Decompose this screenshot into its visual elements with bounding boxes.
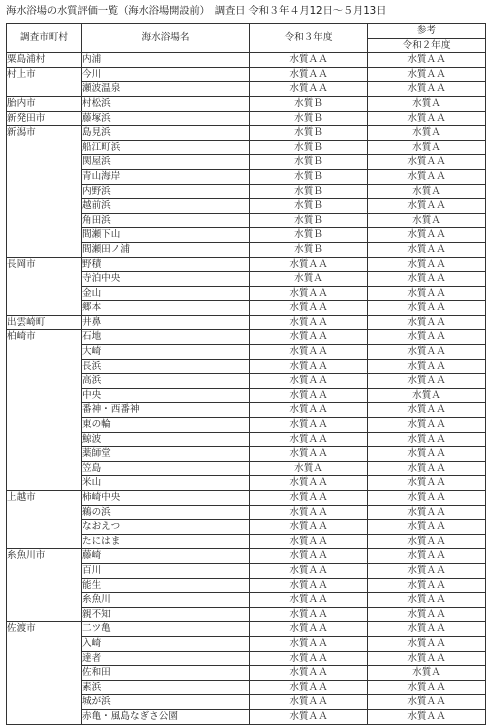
table-row	[7, 257, 486, 272]
r3-quality-cell: 水質ＡＡ	[250, 593, 368, 608]
table-row	[7, 330, 486, 345]
beach-name-cell: 島見浜	[82, 126, 250, 141]
beach-name-cell: なおえつ	[82, 520, 250, 535]
r3-quality-cell: 水質ＡＡ	[250, 403, 368, 418]
beach-name-cell: 鵜の浜	[82, 505, 250, 520]
r3-quality-cell: 水質Ｂ	[250, 242, 368, 257]
beach-name-cell: 東の輪	[82, 418, 250, 433]
r2-quality-cell: 水質ＡＡ	[368, 272, 486, 287]
r3-quality-cell: 水質Ｂ	[250, 126, 368, 141]
beach-name-cell: 藤塚浜	[82, 111, 250, 126]
beach-name-cell: 百川	[82, 563, 250, 578]
r3-quality-cell: 水質ＡＡ	[250, 345, 368, 360]
r2-quality-cell: 水質ＡＡ	[368, 680, 486, 695]
r2-quality-cell: 水質ＡＡ	[368, 359, 486, 374]
r3-quality-cell: 水質ＡＡ	[250, 695, 368, 710]
r2-quality-cell: 水質Ａ	[368, 140, 486, 155]
city-cell: 出雲崎町	[7, 315, 82, 330]
city-cell: 長岡市	[7, 257, 82, 315]
beach-name-cell: 内浦	[82, 53, 250, 68]
beach-name-cell: 薬師堂	[82, 447, 250, 462]
header-beach: 海水浴場名	[82, 24, 250, 53]
beach-name-cell: 中央	[82, 388, 250, 403]
beach-name-cell: 間瀬下山	[82, 228, 250, 243]
city-cell: 糸魚川市	[7, 549, 82, 622]
r2-quality-cell: 水質ＡＡ	[368, 505, 486, 520]
r2-quality-cell: 水質ＡＡ	[368, 286, 486, 301]
city-cell: 粟島浦村	[7, 53, 82, 68]
r3-quality-cell: 水質ＡＡ	[250, 709, 368, 724]
r2-quality-cell: 水質ＡＡ	[368, 563, 486, 578]
r3-quality-cell: 水質Ａ	[250, 272, 368, 287]
r2-quality-cell: 水質ＡＡ	[368, 67, 486, 82]
water-quality-table	[6, 23, 486, 725]
r3-quality-cell: 水質ＡＡ	[250, 563, 368, 578]
r2-quality-cell: 水質ＡＡ	[368, 418, 486, 433]
beach-name-cell: 米山	[82, 476, 250, 491]
r3-quality-cell: 水質ＡＡ	[250, 491, 368, 506]
beach-name-cell: 瀬波温泉	[82, 82, 250, 97]
beach-name-cell: たにはま	[82, 534, 250, 549]
r3-quality-cell: 水質ＡＡ	[250, 388, 368, 403]
beach-name-cell: 二ツ亀	[82, 622, 250, 637]
r3-quality-cell: 水質ＡＡ	[250, 636, 368, 651]
beach-name-cell: 越前浜	[82, 199, 250, 214]
beach-name-cell: 村松浜	[82, 96, 250, 111]
r3-quality-cell: 水質Ｂ	[250, 169, 368, 184]
r2-quality-cell: 水質Ａ	[368, 184, 486, 199]
header-r3: 令和３年度	[250, 24, 368, 53]
beach-name-cell: 柿崎中央	[82, 491, 250, 506]
beach-name-cell: 郷本	[82, 301, 250, 316]
city-cell: 村上市	[7, 67, 82, 96]
r2-quality-cell: 水質ＡＡ	[368, 607, 486, 622]
r2-quality-cell: 水質ＡＡ	[368, 257, 486, 272]
r2-quality-cell: 水質ＡＡ	[368, 476, 486, 491]
r3-quality-cell: 水質ＡＡ	[250, 607, 368, 622]
table-body	[7, 53, 486, 724]
r2-quality-cell: 水質ＡＡ	[368, 447, 486, 462]
header-reference: 参考	[368, 24, 486, 39]
beach-name-cell: 能生	[82, 578, 250, 593]
r3-quality-cell: 水質Ｂ	[250, 213, 368, 228]
r3-quality-cell: 水質ＡＡ	[250, 301, 368, 316]
city-cell: 佐渡市	[7, 622, 82, 724]
beach-name-cell: 長浜	[82, 359, 250, 374]
beach-name-cell: 赤亀・風島なぎさ公園	[82, 709, 250, 724]
r2-quality-cell: 水質ＡＡ	[368, 695, 486, 710]
r2-quality-cell: 水質ＡＡ	[368, 199, 486, 214]
r2-quality-cell: 水質ＡＡ	[368, 111, 486, 126]
table-row	[7, 491, 486, 506]
r3-quality-cell: 水質ＡＡ	[250, 549, 368, 564]
r2-quality-cell: 水質Ａ	[368, 126, 486, 141]
city-cell: 上越市	[7, 491, 82, 549]
r2-quality-cell: 水質ＡＡ	[368, 374, 486, 389]
document-title: 海水浴場の水質評価一覧（海水浴場開設前） 調査日 令和３年４月12日～５月13日	[6, 5, 387, 17]
r2-quality-cell: 水質ＡＡ	[368, 636, 486, 651]
beach-name-cell: 達者	[82, 651, 250, 666]
r3-quality-cell: 水質ＡＡ	[250, 359, 368, 374]
r3-quality-cell: 水質ＡＡ	[250, 622, 368, 637]
header-r2: 令和２年度	[368, 38, 486, 53]
beach-name-cell: 野積	[82, 257, 250, 272]
r3-quality-cell: 水質ＡＡ	[250, 53, 368, 68]
beach-name-cell: 間瀬田ノ浦	[82, 242, 250, 257]
r3-quality-cell: 水質Ｂ	[250, 199, 368, 214]
header-city: 調査市町村	[7, 24, 82, 53]
r3-quality-cell: 水質Ｂ	[250, 96, 368, 111]
beach-name-cell: 鯨波	[82, 432, 250, 447]
r2-quality-cell: 水質ＡＡ	[368, 534, 486, 549]
r2-quality-cell: 水質Ａ	[368, 666, 486, 681]
r2-quality-cell: 水質ＡＡ	[368, 651, 486, 666]
r2-quality-cell: 水質ＡＡ	[368, 53, 486, 68]
beach-name-cell: 番神・西番神	[82, 403, 250, 418]
r2-quality-cell: 水質ＡＡ	[368, 403, 486, 418]
r2-quality-cell: 水質ＡＡ	[368, 461, 486, 476]
r3-quality-cell: 水質ＡＡ	[250, 286, 368, 301]
r3-quality-cell: 水質ＡＡ	[250, 374, 368, 389]
r3-quality-cell: 水質Ｂ	[250, 155, 368, 170]
city-cell: 胎内市	[7, 96, 82, 111]
r2-quality-cell: 水質ＡＡ	[368, 549, 486, 564]
r3-quality-cell: 水質Ｂ	[250, 184, 368, 199]
r2-quality-cell: 水質ＡＡ	[368, 315, 486, 330]
beach-name-cell: 素浜	[82, 680, 250, 695]
table-row	[7, 53, 486, 68]
beach-name-cell: 寺泊中央	[82, 272, 250, 287]
r2-quality-cell: 水質ＡＡ	[368, 491, 486, 506]
table-row	[7, 111, 486, 126]
table-row	[7, 96, 486, 111]
beach-name-cell: 佐和田	[82, 666, 250, 681]
beach-name-cell: 藤崎	[82, 549, 250, 564]
beach-name-cell: 青山海岸	[82, 169, 250, 184]
table-row	[7, 67, 486, 82]
table-row	[7, 622, 486, 637]
table-row	[7, 126, 486, 141]
r3-quality-cell: 水質ＡＡ	[250, 505, 368, 520]
r3-quality-cell: 水質Ｂ	[250, 111, 368, 126]
city-cell: 新発田市	[7, 111, 82, 126]
r2-quality-cell: 水質ＡＡ	[368, 709, 486, 724]
r2-quality-cell: 水質ＡＡ	[368, 228, 486, 243]
beach-name-cell: 糸魚川	[82, 593, 250, 608]
r3-quality-cell: 水質ＡＡ	[250, 520, 368, 535]
r2-quality-cell: 水質ＡＡ	[368, 82, 486, 97]
r2-quality-cell: 水質ＡＡ	[368, 169, 486, 184]
beach-name-cell: 城が浜	[82, 695, 250, 710]
r3-quality-cell: 水質ＡＡ	[250, 315, 368, 330]
beach-name-cell: 金山	[82, 286, 250, 301]
r3-quality-cell: 水質ＡＡ	[250, 476, 368, 491]
beach-name-cell: 井鼻	[82, 315, 250, 330]
r3-quality-cell: 水質ＡＡ	[250, 330, 368, 345]
beach-name-cell: 親不知	[82, 607, 250, 622]
r3-quality-cell: 水質ＡＡ	[250, 418, 368, 433]
beach-name-cell: 入崎	[82, 636, 250, 651]
r3-quality-cell: 水質ＡＡ	[250, 651, 368, 666]
beach-name-cell: 内野浜	[82, 184, 250, 199]
table-row	[7, 549, 486, 564]
r3-quality-cell: 水質ＡＡ	[250, 257, 368, 272]
r2-quality-cell: 水質Ａ	[368, 388, 486, 403]
table-row	[7, 315, 486, 330]
r2-quality-cell: 水質ＡＡ	[368, 301, 486, 316]
r2-quality-cell: 水質ＡＡ	[368, 593, 486, 608]
r2-quality-cell: 水質Ａ	[368, 96, 486, 111]
r2-quality-cell: 水質ＡＡ	[368, 330, 486, 345]
r3-quality-cell: 水質ＡＡ	[250, 432, 368, 447]
r3-quality-cell: 水質ＡＡ	[250, 82, 368, 97]
r2-quality-cell: 水質ＡＡ	[368, 345, 486, 360]
beach-name-cell: 角田浜	[82, 213, 250, 228]
r3-quality-cell: 水質ＡＡ	[250, 447, 368, 462]
r2-quality-cell: 水質ＡＡ	[368, 432, 486, 447]
beach-name-cell: 今川	[82, 67, 250, 82]
r3-quality-cell: 水質ＡＡ	[250, 67, 368, 82]
city-cell: 柏崎市	[7, 330, 82, 491]
r3-quality-cell: 水質ＡＡ	[250, 534, 368, 549]
beach-name-cell: 高浜	[82, 374, 250, 389]
r3-quality-cell: 水質Ｂ	[250, 228, 368, 243]
r3-quality-cell: 水質Ａ	[250, 461, 368, 476]
r2-quality-cell: 水質ＡＡ	[368, 155, 486, 170]
r3-quality-cell: 水質ＡＡ	[250, 666, 368, 681]
r2-quality-cell: 水質Ａ	[368, 213, 486, 228]
r2-quality-cell: 水質ＡＡ	[368, 578, 486, 593]
beach-name-cell: 関屋浜	[82, 155, 250, 170]
r2-quality-cell: 水質ＡＡ	[368, 520, 486, 535]
r3-quality-cell: 水質Ｂ	[250, 140, 368, 155]
beach-name-cell: 石地	[82, 330, 250, 345]
city-cell: 新潟市	[7, 126, 82, 257]
r3-quality-cell: 水質ＡＡ	[250, 680, 368, 695]
beach-name-cell: 笠島	[82, 461, 250, 476]
r2-quality-cell: 水質ＡＡ	[368, 622, 486, 637]
beach-name-cell: 船江町浜	[82, 140, 250, 155]
r3-quality-cell: 水質ＡＡ	[250, 578, 368, 593]
r2-quality-cell: 水質ＡＡ	[368, 242, 486, 257]
beach-name-cell: 大崎	[82, 345, 250, 360]
